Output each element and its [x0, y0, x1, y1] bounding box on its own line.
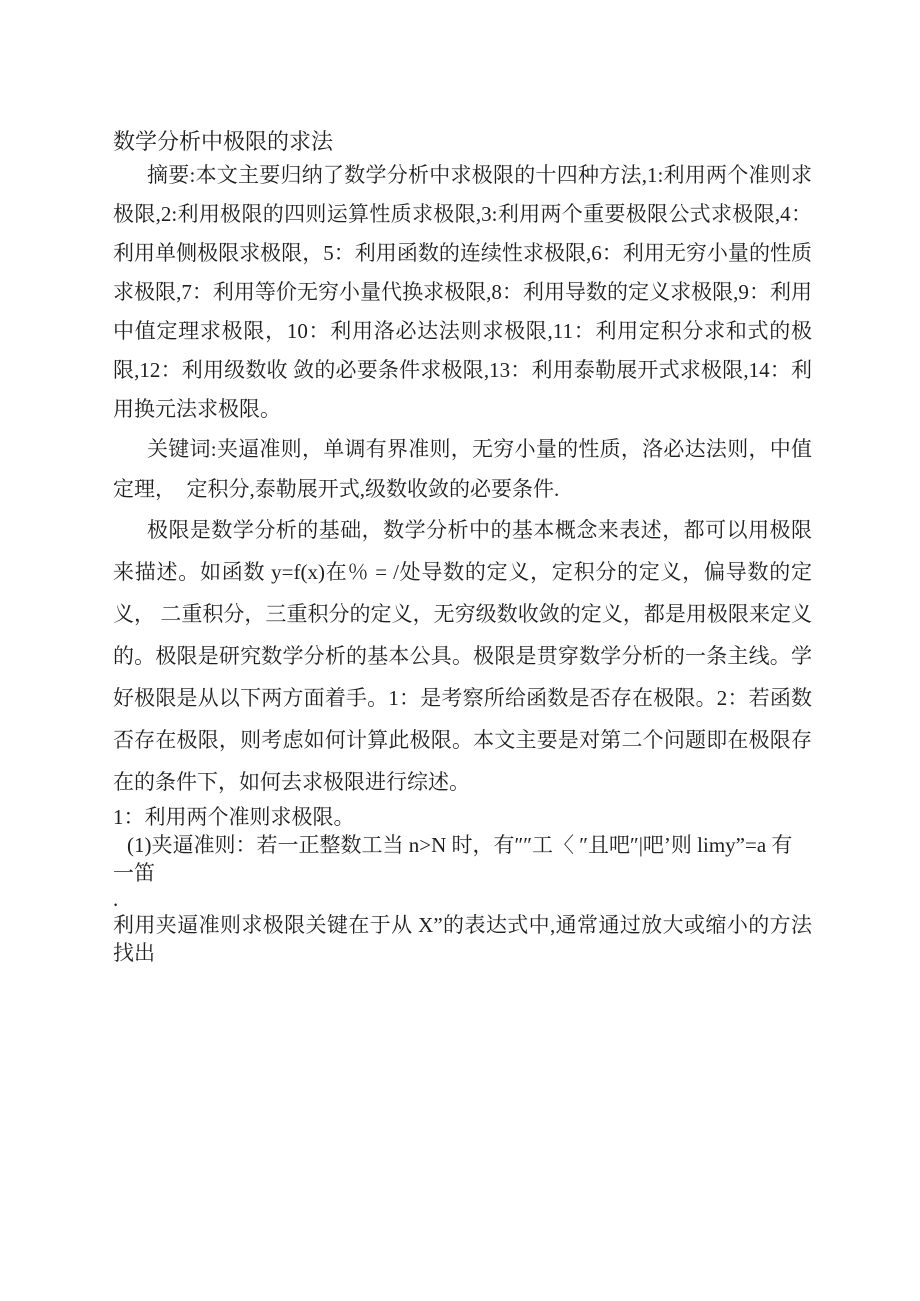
squeeze-criterion-line: (1)夹逼准则：若一正整数工当 n>N 时，有″″工〈 ″且吧″|吧’则 limy”=a 有一笛	[113, 833, 793, 885]
abstract-paragraph: 摘要:本文主要归纳了数学分析中求极限的十四种方法,1:利用两个准则求极限,2:利用极限的四则运算性质求极限,3:利用两个重要极限公式求极限,4：利用单侧极限求极限，5：利用函数的连续性求极限,6：利用无穷小量的性质求极限,7：利用等价无穷小量代换求极限,8：利用导数的定义求极限,9：利用中值定理求极限，10：利用洛必达法则求极限,11：利用定积分求和式的极限,12：利用级数收 敛的必要条件求极限,13：利用泰勒展开式求极限,14：利用换元法求极限。	[113, 163, 812, 421]
document-title: 数学分析中极限的求法	[113, 129, 334, 154]
document-content	[113, 0, 812, 967]
section-1-heading: 1：利用两个准则求极限。	[113, 805, 355, 829]
closing-line: 利用夹逼准则求极限关键在于从 X”的表达式中,通常通过放大或缩小的方法找出	[113, 913, 812, 965]
keywords-paragraph: 关键词:夹逼准则，单调有界准则，无穷小量的性质，洛必达法则，中值定理， 定积分,泰勒展开式,级数收敛的必要条件.	[113, 437, 812, 501]
introduction-paragraph: 极限是数学分析的基础，数学分析中的基本概念来表述，都可以用极限来描述。如函数 y=f(x)在％ = /处导数的定义，定积分的定义，偏导数的定义， 二重积分，三重积分的定义，无穷级数收敛的定义，都是用极限来定义的。极限是研究数学分析的基本公具。极限是贯穿数学分析的一条主线。学好极限是从以下两方面着手。1：是考察所给函数是否存在极限。2：若函数否存在极限，则考虑如何计算此极限。本文主要是对第二个问题即在极限存在的条件下，如何去求极限进行综述。	[113, 518, 812, 794]
stray-period: .	[113, 887, 119, 911]
